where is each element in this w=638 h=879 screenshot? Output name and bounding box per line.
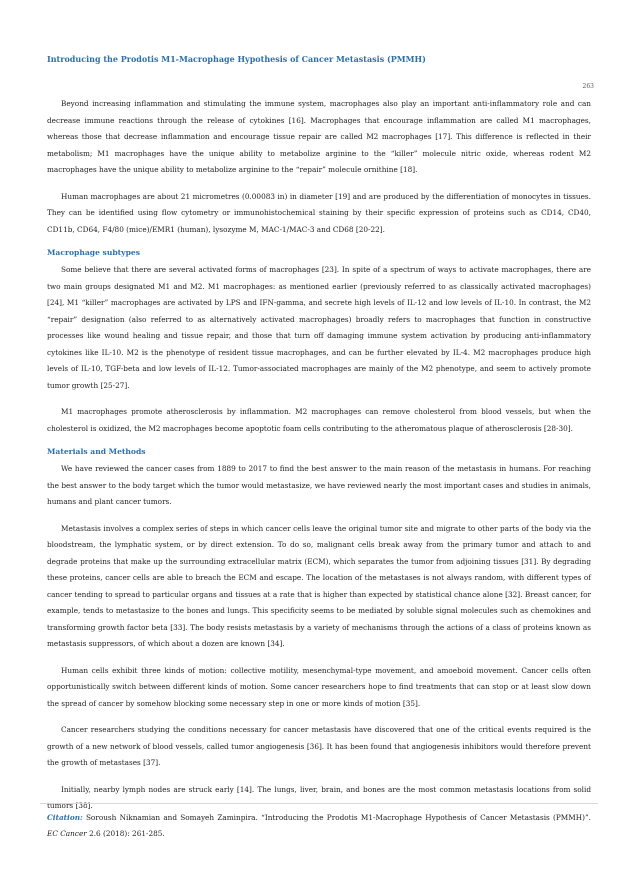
paragraph: Beyond increasing inflammation and stimulating the immune system, macrophages also play an important anti-inflammatory role and can decrease immune reactions through the release of cytokines [16]. Macrophages that encourage inflammation are called M1 macrophages, whereas those that decrease inflammation and encourage tissue repair are called M2 macrophages [17]. This difference is reflected in their metabolism; M1 macrophages have the unique ability to metabolize arginine to the “killer” molecule nitric oxide, whereas rodent M2 macrophages have the unique ability to metabolize arginine to the “repair” molecule ornithine [18]. (47, 99, 591, 174)
section-heading-macrophage-subtypes: Macrophage subtypes (47, 248, 140, 257)
article-body (47, 96, 591, 825)
citation-authors-title: Soroush Niknamian and Somayeh Zaminpira. “Introducing the Prodotis M1-Macrophage Hypothesis of Cancer Metastasis (PMMH)”. (85, 813, 591, 822)
paragraph: M1 macrophages promote atherosclerosis by inflammation. M2 macrophages can remove cholesterol from blood vessels, but when the cholesterol is oxidized, the M2 macrophages become apoptotic foam cells contributing to the atheromatous plaque of atherosclerosis [28-30]. (47, 407, 591, 433)
paragraph: Human macrophages are about 21 micrometres (0.00083 in) in diameter [19] and are produced by the differentiation of monocytes in tissues. They can be identified using flow cytometry or immunohistochemical staining by their specific expression of proteins such as CD14, CD40, CD11b, CD64, F4/80 (mice)/EMR1 (human), lysozyme M, MAC-1/MAC-3 and CD68 [20-22]. (47, 191, 591, 234)
page-number: 263 (582, 83, 594, 90)
footer-divider (40, 803, 598, 804)
paragraph: Initially, nearby lymph nodes are struck early [14]. The lungs, liver, brain, and bones are the most common metastasis locations from solid tumors [38]. (47, 784, 591, 810)
citation-details: 2.6 (2018): 261-285. (89, 829, 165, 838)
paragraph: Metastasis involves a complex series of steps in which cancer cells leave the original tumor site and migrate to other parts of the body via the bloodstream, the lymphatic system, or by direct extension. To do so, malignant cells break away from the primary tumor and attach to and degrade proteins that make up the surrounding extracellular matrix (ECM), which separates the tumor from adjoining tissues [31]. By degrading these proteins, cancer cells are able to breach the ECM and escape. The location of the metastases is not always random, with different types of cancer tending to spread to particular organs and tissues at a rate that is higher than expected by statistical chance alone [32]. Breast cancer, for example, tends to metastasize to the bones and lungs. This specificity seems to be mediated by soluble signal molecules such as chemokines and transforming growth factor beta [33]. The body resists metastasis by a variety of mechanisms through the actions of a class of proteins known as metastasis suppressors, of which about a dozen are known [34]. (47, 523, 591, 648)
section-heading-materials-methods: Materials and Methods (47, 447, 146, 456)
paragraph: Human cells exhibit three kinds of motion: collective motility, mesenchymal-type movement, and amoeboid movement. Cancer cells often opportunistically switch between different kinds of motion. Some cancer researchers hope to find treatments that can stop or at least slow down the spread of cancer by somehow blocking some necessary step in one or more kinds of motion [35]. (47, 665, 591, 708)
paragraph: Some believe that there are several activated forms of macrophages [23]. In spite of a spectrum of ways to activate macrophages, there are two main groups designated M1 and M2. M1 macrophages: as mentioned earlier (previously referred to as classically activated macrophages) [24], M1 “killer” macrophages are activated by LPS and IFN-gamma, and secrete high levels of IL-12 and low levels of IL-10. In contrast, the M2 “repair” designation (also referred to as alternatively activated macrophages) broadly refers to macrophages that function in constructive processes like wound healing and tissue repair, and those that turn off damaging immune system activation by producing anti-inflammatory cytokines like IL-10. M2 is the phenotype of resident tissue macrophages, and can be further elevated by IL-4. M2 macrophages produce high levels of IL-10, TGF-beta and low levels of IL-12. Tumor-associated macrophages are mainly of the M2 phenotype, and seem to actively promote tumor growth [25-27]. (47, 265, 591, 390)
running-header-title: Introducing the Prodotis M1-Macrophage Hypothesis of Cancer Metastasis (PMMH) (47, 54, 426, 64)
paragraph: Cancer researchers studying the conditions necessary for cancer metastasis have discovered that one of the critical events required is the growth of a new network of blood vessels, called tumor angiogenesis [36]. It has been found that angiogenesis inhibitors would therefore prevent the growth of metastases [37]. (47, 725, 591, 767)
citation (47, 810, 591, 842)
citation-journal: EC Cancer (47, 829, 87, 838)
paragraph: We have reviewed the cancer cases from 1889 to 2017 to find the best answer to the main reason of the metastasis in humans. For reaching the best answer to the body target which the tumor would metastasize, we have reviewed nearly the most important cases and studies in animals, humans and plant cancer tumors. (47, 464, 591, 506)
citation-label: Citation: (47, 813, 83, 822)
